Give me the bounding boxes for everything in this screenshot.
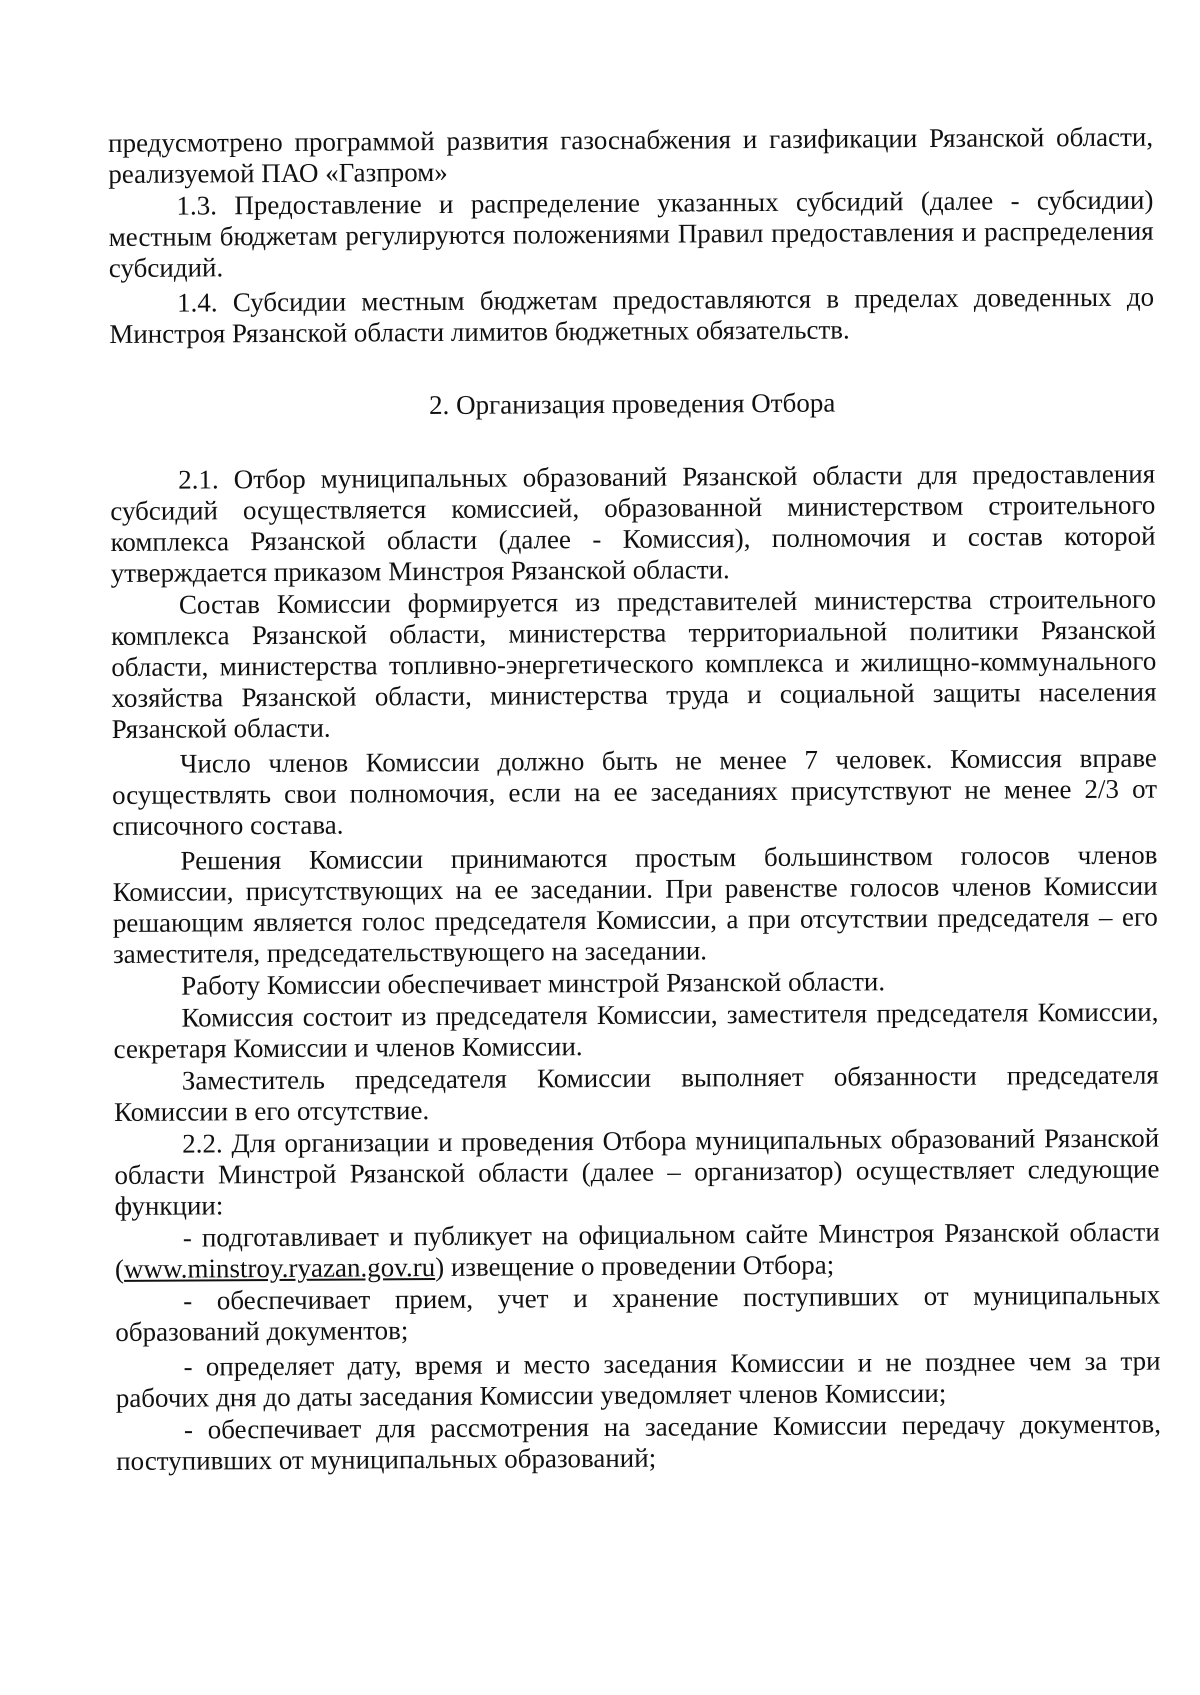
paragraph-commission-structure: Комиссия состоит из председателя Комиссии, заместителя председателя Комиссии, секретаря Комиссии и членов Комиссии. <box>113 996 1159 1064</box>
paragraph-2-2: 2.2. Для организации и проведения Отбора муниципальных образований Рязанской области Минстрой Рязанской области (далее – организатор) осуществляет следующие функции: <box>114 1122 1160 1221</box>
bullet-document-reception: - обеспечивает прием, учет и хранение поступивших от муниципальных образований документов; <box>115 1279 1161 1347</box>
bullet-publish-notice <box>115 1217 1160 1285</box>
paragraph-commission-support: Работу Комиссии обеспечивает минстрой Рязанской области. <box>181 966 886 1001</box>
bullet-meeting-date: - определяет дату, время и место заседания Комиссии и не позднее чем за три рабочих дня до даты заседания Комиссии уведомляет членов Комиссии; <box>115 1345 1161 1413</box>
paragraph-1-4: 1.4. Субсидии местным бюджетам предоставляются в пределах доведенных до Минстроя Рязанской области лимитов бюджетных обязательств. <box>109 281 1155 349</box>
paragraph-gasification-program: предусмотрено программой развития газоснабжения и газификации Рязанской области, реализуемой ПАО «Газпром» <box>108 121 1154 189</box>
bullet-document-transfer: - обеспечивает для рассмотрения на заседание Комиссии передачу документов, поступивших от муниципальных образований; <box>116 1408 1162 1476</box>
paragraph-commission-decisions: Решения Комиссии принимаются простым большинством голосов членов Комиссии, присутствующих на ее заседании. При равенстве голосов членов Комиссии решающим является голос председателя Комиссии, а при отсутствии председателя – его заместителя, председательствующего на заседании. <box>112 839 1158 969</box>
paragraph-2-1: 2.1. Отбор муниципальных образований Рязанской области для предоставления субсидий осуществляется комиссией, образованной министерством строительного комплекса Рязанской области (далее - Комиссия), полномочия и состав которой утверждается приказом Минстроя Рязанской области. <box>110 458 1156 588</box>
section-heading: 2. Организация проведения Отбора <box>429 387 836 421</box>
document-body <box>108 122 1161 1478</box>
minstroy-website-link[interactable]: www.minstroy.ryazan.gov.ru <box>123 1252 436 1284</box>
paragraph-commission-composition: Состав Комиссии формируется из представителей министерства строительного комплекса Рязанской области, министерства территориальной политики Рязанской области, министерства топливно-энергетического комплекса и жилищно-коммунального хозяйства Рязанской области, министерства труда и социальной защиты населения Рязанской области. <box>111 583 1157 744</box>
paragraph-deputy-chair: Заместитель председателя Комиссии выполняет обязанности председателя Комиссии в его отсутствие. <box>113 1059 1159 1127</box>
paragraph-1-3: 1.3. Предоставление и распределение указанных субсидий (далее - субсидии) местным бюджетам регулируются положениями Правил предоставления и распределения субсидий. <box>108 184 1154 283</box>
bullet-publish-text-before: - подготавливает и публикует на официальном сайте Минстроя Рязанской области ( <box>114 1216 1160 1284</box>
paragraph-commission-members: Число членов Комиссии должно быть не менее 7 человек. Комиссия вправе осуществлять свои полномочия, если на ее заседаниях присутствуют не менее 2/3 от списочного состава. <box>111 742 1158 841</box>
bullet-publish-text-after: ) извещение о проведении Отбора; <box>435 1249 835 1283</box>
